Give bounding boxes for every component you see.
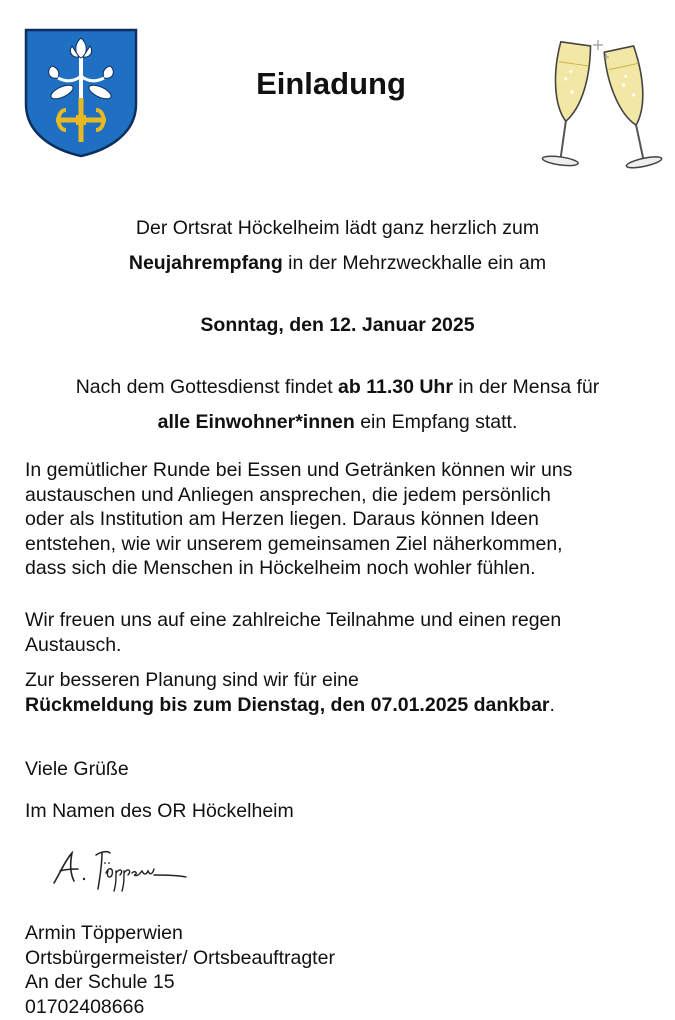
reception-time: ab 11.30 Uhr — [338, 376, 453, 398]
planning-line-2-rest: . — [549, 693, 555, 716]
greeting: Viele Grüße — [25, 758, 129, 780]
sender-phone: 01702408666 — [25, 995, 145, 1018]
body-line: In gemütlicher Runde bei Essen und Getränken können wir uns — [25, 459, 573, 481]
intro-event-name: Neujahrempfang — [128, 252, 283, 274]
intro-line-2-rest: in der Mehrzweckhalle ein am — [282, 252, 547, 274]
intro-line-2 — [0, 251, 675, 276]
rsvp-deadline: Rückmeldung bis zum Dienstag, den 07.01.2025 dankbar — [25, 693, 550, 716]
body-line: entstehen, wie wir unserem gemeinsamen Ziel näherkommen, — [25, 532, 563, 555]
planning-line-2 — [25, 693, 665, 718]
on-behalf-line: Im Namen des OR Höckelheim — [25, 800, 294, 822]
participation-paragraph — [25, 608, 665, 657]
handwritten-signature-icon — [50, 845, 190, 893]
reception-line-1 — [0, 375, 675, 400]
reception-line-1-a: Nach dem Gottesdienst findet — [75, 376, 339, 398]
sender-name: Armin Töpperwien — [25, 922, 183, 944]
participation-line: Wir freuen uns auf eine zahlreiche Teilnahme und einen regen — [25, 609, 562, 631]
intro-line-1: Der Ortsrat Höckelheim lädt ganz herzlich zum — [135, 217, 540, 239]
participation-line: Austausch. — [25, 633, 122, 656]
body-line: oder als Institution am Herzen liegen. Daraus können Ideen — [25, 508, 539, 530]
event-date: Sonntag, den 12. Januar 2025 — [200, 314, 475, 336]
body-line: austauschen und Anliegen ansprechen, die jedem persönlich — [25, 483, 551, 506]
planning-paragraph — [25, 668, 665, 717]
reception-line-1-b: in der Mensa für — [452, 376, 600, 398]
body-paragraph — [25, 458, 665, 581]
reception-audience: alle Einwohner*innen — [157, 411, 355, 433]
sender-block — [25, 921, 665, 1019]
page-title: Einladung — [256, 66, 406, 101]
sender-role: Ortsbürgermeister/ Ortsbeauftragter — [25, 946, 335, 969]
planning-line-1: Zur besseren Planung sind wir für eine — [25, 669, 359, 691]
champagne-glasses-icon — [532, 36, 670, 176]
reception-line-2-rest: ein Empfang statt. — [354, 411, 518, 433]
sender-address: An der Schule 15 — [25, 971, 175, 994]
body-line: dass sich die Menschen in Höckelheim noch wohler fühlen. — [25, 557, 536, 579]
reception-line-2 — [0, 410, 675, 435]
